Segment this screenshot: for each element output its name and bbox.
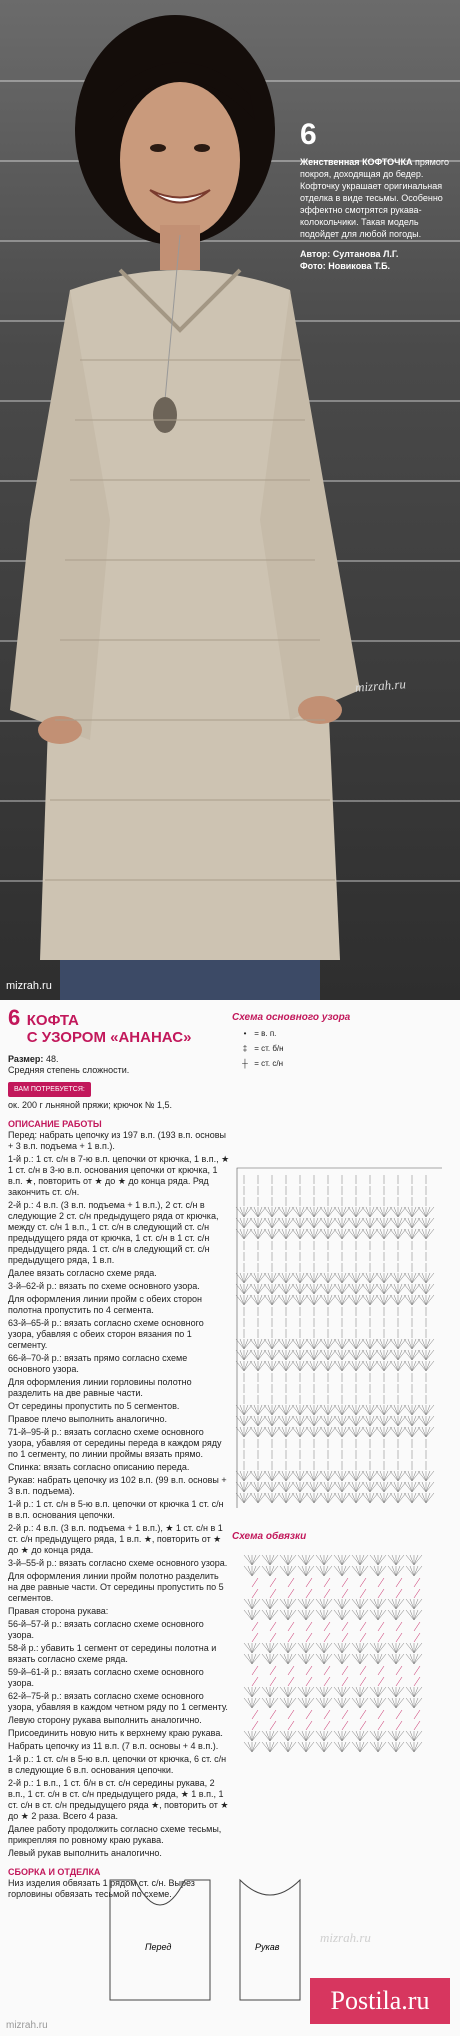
description-paragraph: 63-й–65-й р.: вязать согласно схеме основного узора, убавляя с обеих сторон вязания по 1 сегменту. xyxy=(8,1318,204,1350)
main-scheme-title: Схема основного узора xyxy=(232,1012,351,1023)
front-label: Перед xyxy=(145,1942,172,1952)
sleeve-piece-outline xyxy=(240,1880,300,2000)
assembly-text: Низ изделия обвязать 1 рядом ст. с/н. Вырез горловины обвязать тесьмой по схеме. xyxy=(8,1878,195,1899)
legend-text: = ст. с/н xyxy=(254,1059,283,1068)
photo-watermark: mizrah.ru xyxy=(354,676,407,695)
description-paragraph: Набрать цепочку из 11 в.п. (7 в.п. основы + 4 в.п.). xyxy=(8,1741,219,1751)
caption-body: прямого покроя, доходящая до бедер. Кофточку украшает оригинальная отделка в виде тесьмы. Особенно эффектно смотрятся рукава-колокольчики. Такая модель подойдет для любой погоды. xyxy=(300,157,449,239)
legend-text: = в. п. xyxy=(254,1029,277,1038)
description-paragraph: 59-й–61-й р.: вязать согласно схеме основного узора. xyxy=(8,1667,204,1688)
author-credit: Автор: Султанова Л.Г. xyxy=(300,249,399,259)
legend-symbol: • xyxy=(243,1029,247,1038)
model-number: 6 xyxy=(300,118,317,151)
description-paragraph: 62-й–75-й р.: вязать согласно схеме основного узора, убавляя в каждом четном ряду по 1 сегменту. xyxy=(8,1691,228,1712)
postila-logo: Postila.ru xyxy=(310,1978,450,2024)
description-heading: ОПИСАНИЕ РАБОТЫ xyxy=(8,1119,102,1129)
page-watermark: mizrah.ru xyxy=(320,1930,371,1945)
size-line xyxy=(8,1054,230,1065)
assembly-heading: СБОРКА И ОТДЕЛКА xyxy=(8,1867,101,1877)
description-paragraph: Далее работу продолжить согласно схеме тесьмы, прикрепляя по ровному краю рукава. xyxy=(8,1824,222,1845)
description-paragraph: 56-й–57-й р.: вязать согласно схеме основного узора. xyxy=(8,1619,204,1640)
site-label-bottom: mizrah.ru xyxy=(6,2020,48,2031)
description-paragraph: Левую сторону рукава выполнить аналогично. xyxy=(8,1715,202,1725)
site-label-top: mizrah.ru xyxy=(6,980,52,992)
project-title xyxy=(8,1005,230,1046)
pattern-pieces xyxy=(90,1870,320,2010)
description-paragraph: 66-й–70-й р.: вязать прямо согласно схеме основного узора. xyxy=(8,1353,188,1374)
materials-badge: ВАМ ПОТРЕБУЕТСЯ: xyxy=(8,1082,91,1097)
description-paragraph: 1-й р.: 1 ст. с/н в 5-ю в.п. цепочки от крючка, 6 ст. с/н в следующие 6 в.п. основания цепочки. xyxy=(8,1754,227,1775)
model-photo xyxy=(0,0,460,1000)
edging-scheme-title: Схема обвязки xyxy=(232,1531,307,1542)
legend-symbol: ┼ xyxy=(242,1059,248,1068)
description-paragraph: 58-й р.: убавить 1 сегмент от середины полотна и вязать согласно схеме ряда. xyxy=(8,1643,217,1664)
legend-item xyxy=(238,1044,454,1053)
edging-chart xyxy=(232,1542,454,1762)
legend-item xyxy=(238,1059,454,1068)
size-label: Размер: xyxy=(8,1054,44,1064)
description-paragraphs xyxy=(8,1130,230,1859)
legend-symbol: ‡ xyxy=(242,1044,248,1053)
description-paragraph: Далее вязать согласно схеме ряда. xyxy=(8,1268,157,1278)
caption-text xyxy=(300,156,450,240)
description-paragraph: 2-й р.: 1 в.п., 1 ст. б/н в ст. с/н середины рукава, 2 в.п., 1 ст. с/н в ст. с/н предыдущего ряда, ★ 1 в.п., 1 ст. с/н в ст. с/н предыдущего ряда ★, повторить от ★ до ★ 2 раза. Всего 4 раза. xyxy=(8,1778,229,1821)
project-number: 6 xyxy=(8,1005,21,1030)
description-paragraph: Рукав: набрать цепочку из 102 в.п. (99 в.п. основы + 3 в.п. подъема). xyxy=(8,1475,227,1496)
description-paragraph: 3-й–55-й р.: вязать согласно схеме основного узора. xyxy=(8,1558,228,1568)
sleeve-label: Рукав xyxy=(255,1942,280,1952)
description-paragraph: Присоединить новую нить к верхнему краю рукава. xyxy=(8,1728,223,1738)
description-paragraph: 1-й р.: 1 ст. с/н в 7-ю в.п. цепочки от крючка, 1 в.п., ★ 1 ст. с/н в 3-ю в.п. основания цепочки от крючка, 1 в.п. ★, повторить от ★ до ★ до конца ряда. Ряд закончить ст. с/н. xyxy=(8,1154,230,1197)
title-line-1: КОФТА xyxy=(26,1012,79,1029)
legend-text: = ст. б/н xyxy=(254,1044,284,1053)
description-paragraph: Правая сторона рукава: xyxy=(8,1606,109,1616)
legend-item xyxy=(238,1029,454,1038)
difficulty: Средняя степень сложности. xyxy=(8,1065,130,1075)
symbol-legend xyxy=(238,1029,454,1068)
description-paragraph: Для оформления линии пройм с обеих сторон полотна пропустить по 4 сегмента. xyxy=(8,1294,202,1315)
main-pattern-chart xyxy=(232,1078,454,1518)
description-paragraph: 3-й–62-й р.: вязать по схеме основного узора. xyxy=(8,1281,200,1291)
description-paragraph: 2-й р.: 4 в.п. (3 в.п. подъема + 1 в.п.), 2 ст. с/н в следующие 2 ст. с/н предыдущего ряда от крючка, между ст. с/н 1 в.п., 1 ст. с/н в следующий ст. с/н предыдущего ряда от крючка, 1 ст. с/н в 1 ст. с/н предыдущего ряда. 1 ст. с/н в следующий ст. с/н предыдущего ряда, 1 в.п. xyxy=(8,1200,219,1265)
photo-caption xyxy=(300,120,450,272)
description-paragraph: От середины пропустить по 5 сегментов. xyxy=(8,1401,180,1411)
description-paragraph: 2-й р.: 4 в.п. (3 в.п. подъема + 1 в.п.), ★ 1 ст. с/н в 1 ст. с/н предыдущего ряда, 1 в.п. ★, повторить от ★ до ★ до конца ряда. xyxy=(8,1523,223,1555)
description-paragraph: Перед: набрать цепочку из 197 в.п. (193 в.п. основы + 3 в.п. подъема + 1 в.п.). xyxy=(8,1130,226,1151)
photo-credit: Фото: Новикова Т.Б. xyxy=(300,261,391,271)
size-value: 48. xyxy=(45,1054,59,1064)
instructions-column xyxy=(8,1005,230,1902)
description-paragraph: Правое плечо выполнить аналогично. xyxy=(8,1414,168,1424)
front-piece-outline xyxy=(110,1880,210,2000)
description-paragraph: 1-й р.: 1 ст. с/н в 5-ю в.п. цепочки от крючка 1 ст. с/н в в.п. основания цепочки. xyxy=(8,1499,224,1520)
description-paragraph: Левый рукав выполнить аналогично. xyxy=(8,1848,162,1858)
caption-highlight: КОФТОЧКА xyxy=(362,157,413,167)
description-paragraph: Для оформления линии горловины полотно разделить на две равные части. xyxy=(8,1377,192,1398)
caption-label: Женственная xyxy=(300,157,360,167)
yarn-info: ок. 200 г льняной пряжи; крючок № 1,5. xyxy=(8,1100,173,1110)
schemes-column xyxy=(232,1012,454,1767)
description-paragraph: 71-й–95-й р.: вязать согласно схеме основного узора, убавляя от середины переда в каждом ряду по 1 сегменту, по линии проймы вязать прямо. xyxy=(8,1427,222,1459)
description-paragraph: Для оформления линии пройм полотно разделить на две равные части. От середины пропустить по 5 сегментов. xyxy=(8,1571,224,1603)
title-line-2: С УЗОРОМ «АНАНАС» xyxy=(26,1029,192,1046)
instruction-page xyxy=(0,1000,460,2036)
description-paragraph: Спинка: вязать согласно описанию переда. xyxy=(8,1462,190,1472)
